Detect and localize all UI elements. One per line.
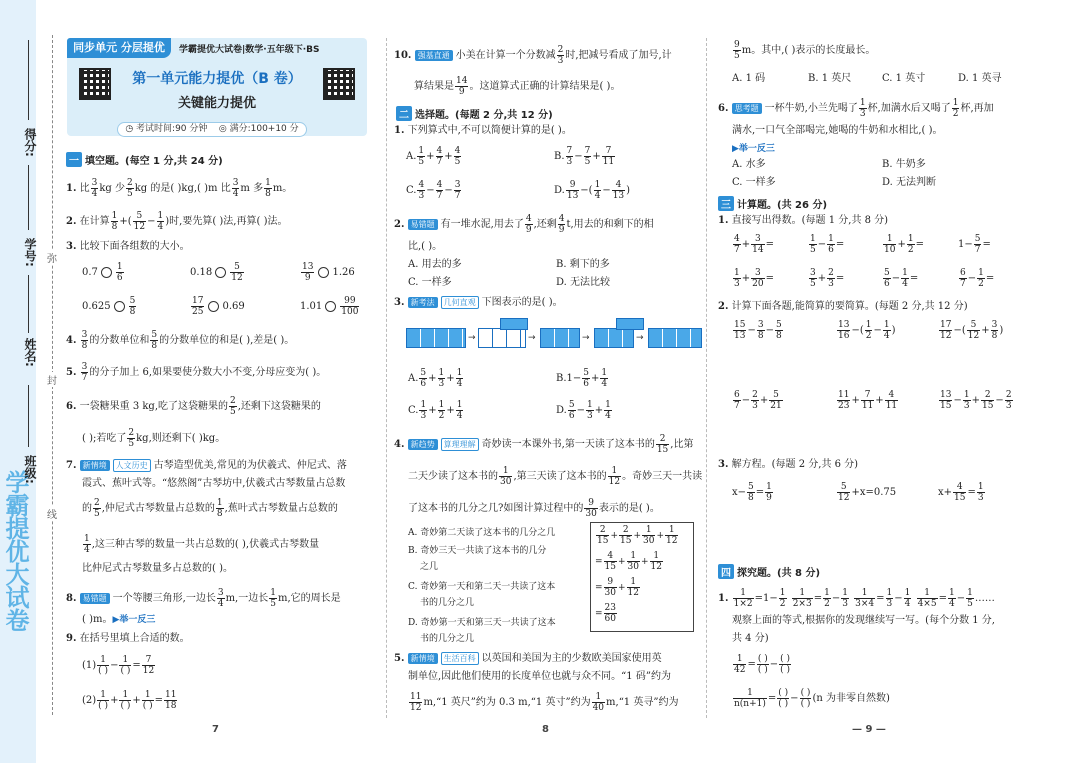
bar-2-part bbox=[500, 318, 528, 330]
arrow-icon: → bbox=[636, 333, 644, 343]
page-8 bbox=[392, 0, 702, 763]
page-9 bbox=[712, 0, 1074, 763]
exam-score: 满分:100+10 分 bbox=[229, 124, 299, 134]
option-d[interactable]: D. 奇妙第一天和第三天一共读了这本 bbox=[408, 618, 556, 628]
compare-row-2: 0.625 $\frac{5}{8}$ bbox=[82, 296, 136, 317]
choice-question-6-line: 满水,一口气全部喝完,她喝的牛奶和水相比,( )。 bbox=[732, 125, 943, 136]
choice-question-4-line: 二天少读了这本书的 $\frac{1}{30}$ ,第三天读了这本书的 $\frac{1}{12}$ 。奇妙三天一共读 bbox=[408, 466, 702, 487]
compare-item: 0.18 $\frac{5}{12}$ bbox=[190, 262, 243, 283]
choice-question-3: 3. 新考法 几何直观 下图表示的是( )。 bbox=[394, 297, 563, 308]
score-icon: ◎ bbox=[218, 124, 230, 134]
series-title: 学霸提优大试卷|数学·五年级下·BS bbox=[179, 45, 320, 55]
equation[interactable]: x+ $\frac{4}{15}$ = $\frac{1}{3}$ bbox=[938, 482, 984, 503]
option-b[interactable]: B. 牛奶多 bbox=[882, 159, 926, 170]
equation[interactable]: x− $\frac{5}{8}$ = $\frac{1}{9}$ bbox=[732, 482, 772, 503]
page-number-8: 8 bbox=[542, 724, 549, 735]
page-number-9: — 9 — bbox=[852, 724, 886, 735]
option-a[interactable]: A. $\frac{5}{6}$ + $\frac{1}{3}$ + $\frac{1}{4}$ bbox=[408, 368, 463, 389]
question-4: 4. $\frac{3}{8}$ 的分数单位和 $\frac{5}{8}$ 的分数单位的和是( ),差是( )。 bbox=[66, 330, 295, 351]
question-1: 1. 比 $\frac{3}{4}$ kg 少 $\frac{2}{5}$ kg 的是( )kg,( )m 比 $\frac{3}{4}$ m 多 $\frac{1}{8}$ m。 bbox=[66, 178, 293, 199]
bar-5 bbox=[648, 328, 702, 348]
question-9-row-1: (1) $\frac{1}{( )}$ − $\frac{1}{( )}$ = $\frac{7}{12}$ bbox=[82, 655, 155, 676]
unit-title: 第一单元能力提优（B 卷） bbox=[132, 71, 302, 87]
question-10-line-2: 算结果是 $\frac{14}{9}$ 。这道算式正确的计算结果是( )。 bbox=[414, 76, 621, 97]
compare-circle[interactable] bbox=[208, 301, 219, 312]
section-number: 一 bbox=[66, 152, 82, 167]
question-7: 7. 新情境 人文历史 古琴造型优美,常见的为伏羲式、仲尼式、落 bbox=[66, 460, 347, 471]
page-divider bbox=[386, 38, 387, 718]
explore-instructions: 观察上面的等式,根据你的发现继续写一写。(每个分数 1 分, bbox=[732, 615, 995, 626]
calc-item[interactable]: 1− $\frac{5}{7}$ = bbox=[958, 234, 991, 255]
qr-code-right[interactable] bbox=[323, 68, 355, 100]
choice-question-2-line: 比,( )。 bbox=[408, 241, 443, 252]
compare-item: $\frac{17}{25}$ 0.69 bbox=[192, 296, 245, 317]
fraction: $\frac{3}{4}$ bbox=[91, 178, 98, 199]
calc-item[interactable]: $\frac{6}{7}$ − $\frac{1}{2}$ = bbox=[960, 268, 995, 289]
score-line[interactable] bbox=[28, 40, 29, 120]
option-b[interactable]: B. $\frac{7}{3}$ − $\frac{7}{5}$ + $\frac{7}{11}$ bbox=[554, 146, 615, 167]
option-a[interactable]: A. 水多 bbox=[732, 159, 766, 170]
option-a[interactable]: A. 用去的多 bbox=[408, 259, 462, 270]
q5-continued: $\frac{9}{5}$ m。其中,( )表示的长度最长。 bbox=[734, 40, 876, 61]
compare-circle[interactable] bbox=[318, 267, 329, 278]
choice-question-5-line: $\frac{11}{12}$ m,“1 英尺”约为 0.3 m,“1 英寸”约为 $\frac{1}{40}$ m,“1 英寻”约为 bbox=[410, 692, 679, 713]
fraction: $\frac{3}{4}$ bbox=[232, 178, 239, 199]
option-d[interactable]: D. $\frac{9}{13}$ −( $\frac{1}{4}$ − $\frac{4}{13}$ ) bbox=[554, 180, 631, 201]
compare-circle[interactable] bbox=[114, 301, 125, 312]
section-exploration: 四 探究题。(共 8 分) bbox=[718, 564, 820, 581]
calc-expr[interactable]: $\frac{15}{13}$ − $\frac{3}{8}$ − $\frac{5}{8}$ bbox=[734, 320, 782, 341]
option-b[interactable]: B. 剩下的多 bbox=[556, 259, 610, 270]
option-b[interactable]: B.1− $\frac{5}{6}$ + $\frac{1}{4}$ bbox=[556, 368, 608, 389]
option-a[interactable]: A. 奇妙第二天读了这本书的几分之几 bbox=[408, 528, 556, 538]
practice-link[interactable]: ▶举一反三 bbox=[112, 615, 156, 625]
option-d-cont: 书的几分之几 bbox=[420, 634, 475, 644]
calc-expr[interactable]: $\frac{17}{12}$ −( $\frac{5}{12}$ + $\frac{3}{8}$ ) bbox=[940, 320, 1004, 341]
question-3: 3. 比较下面各组数的大小。 bbox=[66, 241, 190, 252]
calc-question-1: 1. 直接写出得数。(每题 1 分,共 8 分) bbox=[718, 215, 889, 226]
choice-question-4-line: 了这本书的几分之几?如图计算过程中的 $\frac{9}{30}$ 表示的是( )。 bbox=[408, 498, 660, 519]
question-7-line: 比仲尼式古琴数量多占总数的( )。 bbox=[82, 563, 233, 574]
question-9: 9. 在括号里填上合适的数。 bbox=[66, 633, 190, 644]
calc-item[interactable]: $\frac{5}{6}$ − $\frac{1}{4}$ = bbox=[884, 268, 919, 289]
question-7-line: 的 $\frac{2}{5}$ ,仲尼式古琴数量占总数的 $\frac{1}{8}$ ,蕉叶式古琴数量占总数的 bbox=[82, 498, 338, 519]
fraction: $\frac{2}{5}$ bbox=[127, 178, 133, 199]
clock-icon: ◷ bbox=[125, 124, 137, 134]
option-c[interactable]: C. $\frac{4}{3}$ − $\frac{4}{7}$ − $\frac{3}{7}$ bbox=[406, 180, 461, 201]
question-8: 8. 易错题 一个等腰三角形,一边长 $\frac{3}{4}$ m,一边长 $\frac{1}{5}$ m,它的周长是 bbox=[66, 588, 341, 609]
calc-item[interactable]: $\frac{3}{5}$ + $\frac{2}{3}$ = bbox=[810, 268, 845, 289]
arrow-icon: → bbox=[528, 333, 536, 343]
brand-logo-text: 学霸提优大试卷 bbox=[1, 470, 29, 631]
bar-1 bbox=[406, 328, 466, 348]
compare-row-1: 0.7 $\frac{1}{6}$ bbox=[82, 262, 123, 283]
calc-expr[interactable]: $\frac{13}{15}$ − $\frac{1}{3}$ + $\frac{2}{15}$ − $\frac{2}{3}$ bbox=[940, 390, 1012, 411]
class-line[interactable] bbox=[28, 385, 29, 447]
exam-info-bar bbox=[117, 122, 307, 137]
arrow-icon: → bbox=[582, 333, 590, 343]
sidebar-brand-strip bbox=[0, 0, 36, 763]
fraction-bar-diagram bbox=[406, 318, 702, 358]
calc-question-2: 2. 计算下面各题,能简算的要简算。(每题 2 分,共 12 分) bbox=[718, 301, 968, 312]
choice-question-4: 4. 新趋势 算理理解 奇妙读一本课外书,第一天读了这本书的 $\frac{2}{15}$ ,比第 bbox=[394, 434, 694, 455]
qr-code-left[interactable] bbox=[79, 68, 111, 100]
section-title: 填空题。(每空 1 分,共 24 分) bbox=[85, 156, 223, 167]
option-c[interactable]: C. 一样多 bbox=[408, 277, 452, 288]
page-number-7: 7 bbox=[212, 724, 219, 735]
choice-question-2: 2. 易错题 有一堆水泥,用去了 $\frac{4}{9}$ ,还剩 $\frac{4}{9}$ t,用去的和剩下的相 bbox=[394, 214, 654, 235]
option-c[interactable]: C. $\frac{1}{3}$ + $\frac{1}{2}$ + $\frac{1}{4}$ bbox=[408, 400, 463, 421]
calc-expr[interactable]: $\frac{13}{16}$ −( $\frac{1}{2}$ − $\frac{1}{4}$ ) bbox=[838, 320, 896, 341]
seal-char-3: 线 bbox=[47, 506, 57, 521]
page-7 bbox=[62, 0, 380, 763]
name-line[interactable] bbox=[28, 275, 29, 333]
calc-expr[interactable]: $\frac{11}{23}$ + $\frac{7}{11}$ + $\frac{4}{11}$ bbox=[838, 390, 898, 411]
compare-circle[interactable] bbox=[101, 267, 112, 278]
calc-item[interactable]: $\frac{4}{7}$ + $\frac{3}{14}$ = bbox=[734, 234, 774, 255]
bar-3 bbox=[540, 328, 580, 348]
compare-circle[interactable] bbox=[215, 267, 226, 278]
seal-char-2: 封 bbox=[47, 372, 57, 387]
option-d[interactable]: D. 1 英寻 bbox=[958, 73, 1002, 84]
student-id-line[interactable] bbox=[28, 165, 29, 230]
question-10: 10. 强基直通 小美在计算一个分数减 $\frac{2}{3}$ 时,把减号看成了加号,计 bbox=[394, 45, 672, 66]
score-label: 得分: bbox=[23, 128, 37, 157]
practice-link[interactable]: ▶举一反三 bbox=[732, 144, 775, 154]
calc-item[interactable]: $\frac{1}{5}$ − $\frac{1}{6}$ = bbox=[810, 234, 845, 255]
option-a[interactable]: A. $\frac{1}{5}$ + $\frac{4}{7}$ + $\frac{4}{5}$ bbox=[406, 146, 461, 167]
calc-expr[interactable]: $\frac{6}{7}$ − $\frac{2}{3}$ + $\frac{5}{21}$ bbox=[734, 390, 782, 411]
explore-blank-2[interactable]: $\frac{1}{n(n+1)}$ = $\frac{( )}{( )}$ − $\frac{( )}{( )}$ (n 为非零自然数) bbox=[734, 688, 890, 709]
question-2: 2. 在计算 $\frac{1}{8}$ +( $\frac{5}{12}$ − $\frac{1}{4}$ )时,要先算( )法,再算( )法。 bbox=[66, 211, 288, 232]
compare-item: $\frac{13}{9}$ 1.26 bbox=[302, 262, 355, 283]
bar-4-part bbox=[616, 318, 644, 330]
compare-item: 1.01 $\frac{99}{100}$ bbox=[300, 296, 359, 317]
unit-subtitle: 关键能力提优 bbox=[177, 96, 256, 111]
question-7-line: $\frac{1}{4}$ ,这三种古琴的数量一共占总数的( ),伏羲式古琴数量 bbox=[84, 534, 320, 555]
class-label: 班级: bbox=[23, 455, 37, 484]
option-c[interactable]: C. 1 英寸 bbox=[882, 73, 926, 84]
fraction: $\frac{1}{8}$ bbox=[111, 211, 118, 232]
option-c[interactable]: C. 奇妙第一天和第二天一共读了这本 bbox=[408, 582, 556, 592]
exam-time: 考试时间:90 分钟 bbox=[136, 124, 208, 134]
option-b-cont: 之几 bbox=[420, 562, 439, 572]
fraction: $\frac{5}{12}$ bbox=[133, 211, 146, 232]
question-6: 6. 一袋糖果重 3 kg,吃了这袋糖果的 $\frac{2}{5}$ ,还剩下这袋糖果的 bbox=[66, 396, 321, 417]
student-id-label: 学号: bbox=[23, 238, 37, 267]
option-c-cont: 书的几分之几 bbox=[420, 598, 475, 608]
option-d[interactable]: D. 无法比较 bbox=[556, 277, 611, 288]
option-d[interactable]: D. $\frac{5}{6}$ − $\frac{1}{3}$ + $\frac{1}{4}$ bbox=[556, 400, 611, 421]
fraction: $\frac{1}{8}$ bbox=[265, 178, 271, 199]
equation[interactable]: $\frac{5}{12}$ +x=0.75 bbox=[838, 482, 897, 503]
calc-item[interactable]: $\frac{1}{3}$ + $\frac{3}{20}$ = bbox=[734, 268, 774, 289]
option-b[interactable]: B. 奇妙三天一共读了这本书的几分 bbox=[408, 546, 547, 556]
option-d[interactable]: D. 无法判断 bbox=[882, 177, 937, 188]
question-8-line-2: ( )m。▶举一反三 bbox=[82, 614, 156, 625]
choice-question-5-line: 制单位,因此他们使用的长度单位也就与众不同。“1 码”约为 bbox=[408, 671, 671, 682]
explore-instructions-2: 共 4 分) bbox=[732, 633, 769, 644]
question-6-line-2: ( );若吃了 $\frac{2}{5}$ kg,则还剩下( )kg。 bbox=[82, 428, 226, 449]
explore-blank-1[interactable]: $\frac{1}{42}$ = $\frac{( )}{( )}$ − $\frac{( )}{( )}$ bbox=[734, 654, 791, 675]
seal-char-1: 弥 bbox=[47, 250, 57, 265]
compare-circle[interactable] bbox=[325, 301, 336, 312]
option-b[interactable]: B. 1 英尺 bbox=[808, 73, 852, 84]
name-label: 姓名: bbox=[23, 338, 37, 367]
arrow-icon: → bbox=[468, 333, 476, 343]
fraction: $\frac{1}{4}$ bbox=[157, 211, 164, 232]
page-divider bbox=[706, 38, 707, 718]
choice-question-5: 5. 新情境 生活百科 以英国和美国为主的少数欧美国家使用英 bbox=[394, 653, 662, 664]
question-9-row-2: (2) $\frac{1}{( )}$ + $\frac{1}{( )}$ + $\frac{1}{( )}$ = $\frac{11}{18}$ bbox=[82, 690, 177, 711]
question-7-line: 霞式、蕉叶式等。“悠然阁”古琴坊中,伏羲式古琴数量占总数 bbox=[82, 478, 346, 489]
option-c[interactable]: C. 一样多 bbox=[732, 177, 776, 188]
option-a[interactable]: A. 1 码 bbox=[732, 73, 766, 84]
calc-question-3: 3. 解方程。(每题 2 分,共 6 分) bbox=[718, 459, 859, 470]
choice-question-6: 6. 思考题 一杯牛奶,小兰先喝了 $\frac{1}{3}$ 杯,加满水后又喝了 $\frac{1}{2}$ 杯,再加 bbox=[718, 98, 994, 119]
bar-4 bbox=[594, 328, 634, 348]
calc-item[interactable]: $\frac{1}{10}$ + $\frac{1}{2}$ = bbox=[884, 234, 924, 255]
explore-question-1: 1. $\frac{1}{1\times 2}$ =1− $\frac{1}{2}$ $\frac{1}{2\times 3}$ = $\frac{1}{2}$ − $\frac{1}{3}$ $\frac{1}{3\times 4}$ = $\frac{1}{3}$ − $\frac{1}{4}$ $\frac{1}{4\times 5}$ = $\frac{1}{4}$ − $\frac{1}{5}$ …… bbox=[718, 588, 995, 609]
calculation-box: $\frac{2}{15}$ + $\frac{2}{15}$ + $\frac{1}{30}$ + $\frac{1}{12}$ = $\frac{4}{15}$ + $\frac{1}{30}$ + $\frac{1}{12}$ = $\frac{9}{30}$ + $\frac{1}{12}$ = $\frac{23}{60}$ bbox=[590, 522, 694, 632]
bar-2 bbox=[478, 328, 526, 348]
choice-question-1: 1. 下列算式中,不可以简便计算的是( )。 bbox=[394, 125, 572, 136]
section-choice: 二 选择题。(每题 2 分,共 12 分) bbox=[396, 106, 553, 123]
section-fill-blank bbox=[66, 152, 223, 169]
question-5: 5. $\frac{3}{7}$ 的分子加上 6,如果要使分数大小不变,分母应变为( )。 bbox=[66, 362, 327, 383]
section-calculation: 三 计算题。(共 26 分) bbox=[718, 196, 827, 213]
tagline-badge: 同步单元 分层提优 bbox=[67, 38, 171, 58]
binding-sidebar bbox=[0, 0, 62, 763]
